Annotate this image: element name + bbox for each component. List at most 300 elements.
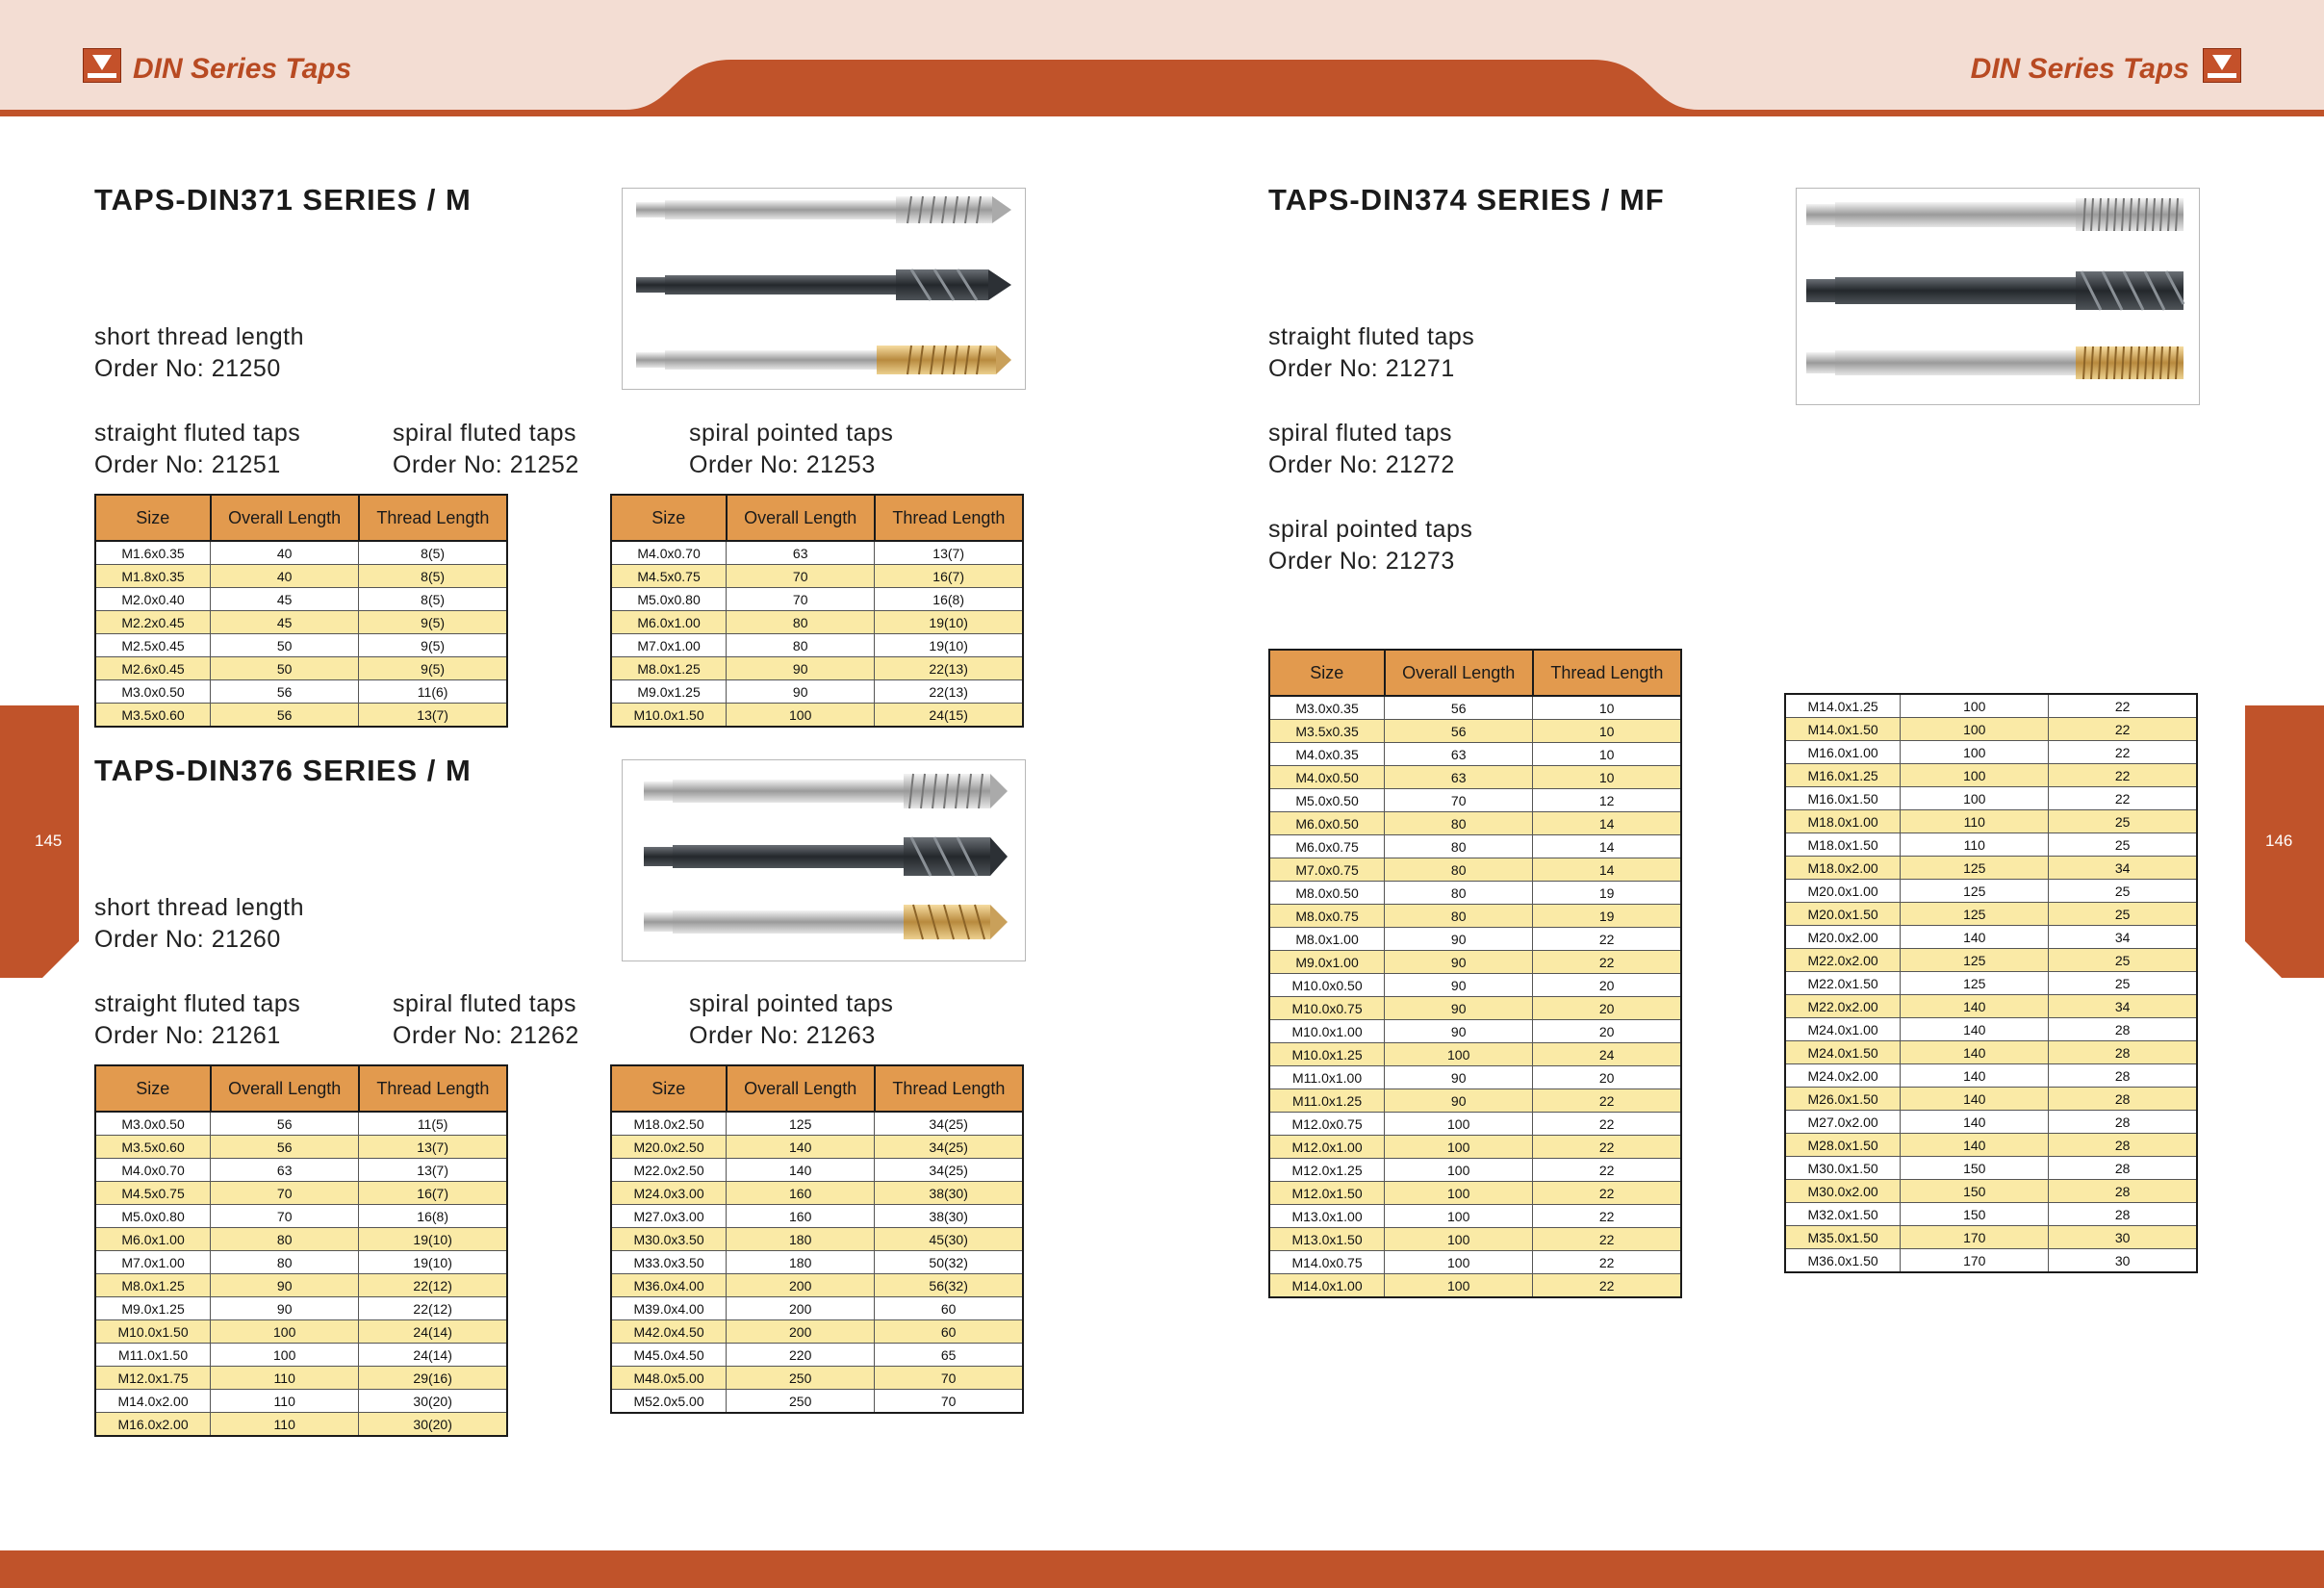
cell-overall-length: 90 <box>1385 974 1533 997</box>
cell-thread-length: 30(20) <box>359 1413 507 1437</box>
cell-size: M4.0x0.70 <box>611 541 727 565</box>
table-row <box>611 704 1023 728</box>
cell-thread-length: 22 <box>1533 1274 1681 1298</box>
cell-thread-length: 25 <box>2049 880 2197 903</box>
cell-size: M5.0x0.80 <box>611 588 727 611</box>
page-number-left: 145 <box>35 832 63 850</box>
cell-overall-length: 90 <box>1385 997 1533 1020</box>
table-row <box>1785 1134 2197 1157</box>
din371-variant-2-name: spiral fluted taps <box>393 420 577 447</box>
din376-product-image <box>622 759 1026 961</box>
din371-variant-3-order: Order No: 21253 <box>689 451 876 478</box>
cell-overall-length: 100 <box>211 1344 359 1367</box>
cell-overall-length: 90 <box>1385 1089 1533 1113</box>
table-row <box>611 1320 1023 1344</box>
table-row <box>1269 1159 1681 1182</box>
table-header-row <box>95 1065 507 1112</box>
din371-variant-1-order: Order No: 21251 <box>94 451 281 478</box>
table-row <box>1269 1228 1681 1251</box>
table-row <box>1269 696 1681 720</box>
cell-overall-length: 150 <box>1901 1203 2049 1226</box>
cell-size: M6.0x0.50 <box>1269 812 1385 835</box>
column-header-thread-length: Thread Length <box>1533 650 1681 696</box>
cell-thread-length: 28 <box>2049 1064 2197 1088</box>
cell-thread-length: 8(5) <box>359 541 507 565</box>
table-row <box>611 680 1023 704</box>
cell-overall-length: 110 <box>211 1367 359 1390</box>
page-number-right: 146 <box>2265 832 2293 850</box>
tap-silver-icon <box>1806 198 2184 231</box>
cell-size: M14.0x1.25 <box>1785 694 1901 718</box>
din376-desc: short thread length <box>94 894 304 921</box>
tap-gold-icon <box>1806 346 2184 379</box>
column-header-overall-length: Overall Length <box>211 1065 359 1112</box>
cell-size: M24.0x1.50 <box>1785 1041 1901 1064</box>
cell-overall-length: 70 <box>1385 789 1533 812</box>
cell-size: M8.0x0.75 <box>1269 905 1385 928</box>
cell-overall-length: 70 <box>727 588 875 611</box>
cell-overall-length: 100 <box>1901 764 2049 787</box>
din371-desc: short thread length <box>94 323 304 350</box>
cell-overall-length: 63 <box>727 541 875 565</box>
table-row <box>611 1390 1023 1414</box>
cell-thread-length: 22 <box>1533 928 1681 951</box>
cell-thread-length: 38(30) <box>875 1182 1023 1205</box>
cell-overall-length: 90 <box>727 680 875 704</box>
table-row <box>611 611 1023 634</box>
din376-variant-1-order: Order No: 21261 <box>94 1022 281 1049</box>
cell-thread-length: 16(8) <box>359 1205 507 1228</box>
table-row <box>95 588 507 611</box>
table-row <box>1269 743 1681 766</box>
din376-table-2 <box>610 1064 1024 1414</box>
cell-size: M39.0x4.00 <box>611 1297 727 1320</box>
table-row <box>1785 718 2197 741</box>
cell-size: M16.0x2.00 <box>95 1413 211 1437</box>
cell-thread-length: 22 <box>1533 1228 1681 1251</box>
cell-size: M13.0x1.50 <box>1269 1228 1385 1251</box>
cell-overall-length: 63 <box>1385 743 1533 766</box>
cell-size: M7.0x0.75 <box>1269 858 1385 882</box>
cell-thread-length: 10 <box>1533 743 1681 766</box>
footer-band <box>0 1550 2324 1588</box>
table-row <box>95 634 507 657</box>
table-row <box>1269 1205 1681 1228</box>
cell-thread-length: 10 <box>1533 720 1681 743</box>
table-row <box>1269 1113 1681 1136</box>
cell-overall-length: 125 <box>1901 949 2049 972</box>
table-row <box>1785 880 2197 903</box>
cell-overall-length: 125 <box>1901 857 2049 880</box>
cell-overall-length: 140 <box>1901 926 2049 949</box>
cell-thread-length: 34(25) <box>875 1136 1023 1159</box>
din376-title: TAPS-DIN376 SERIES / M <box>94 754 472 787</box>
cell-size: M18.0x2.00 <box>1785 857 1901 880</box>
cell-overall-length: 45 <box>211 588 359 611</box>
cell-overall-length: 100 <box>1901 718 2049 741</box>
cell-thread-length: 34 <box>2049 857 2197 880</box>
table-row <box>1785 833 2197 857</box>
din374-variant-2-name: spiral fluted taps <box>1268 420 1453 447</box>
cell-overall-length: 140 <box>1901 1134 2049 1157</box>
din374-variant-3-order: Order No: 21273 <box>1268 548 1455 575</box>
table-row <box>611 541 1023 565</box>
table-row <box>95 1159 507 1182</box>
cell-size: M10.0x1.50 <box>95 1320 211 1344</box>
table-row <box>1785 857 2197 880</box>
cell-thread-length: 13(7) <box>359 1136 507 1159</box>
cell-overall-length: 125 <box>1901 972 2049 995</box>
table-row <box>1269 812 1681 835</box>
column-header-thread-length: Thread Length <box>359 1065 507 1112</box>
cell-thread-length: 10 <box>1533 766 1681 789</box>
table-row <box>95 1367 507 1390</box>
cell-size: M12.0x0.75 <box>1269 1113 1385 1136</box>
cell-thread-length: 8(5) <box>359 588 507 611</box>
cell-thread-length: 16(7) <box>875 565 1023 588</box>
cell-thread-length: 38(30) <box>875 1205 1023 1228</box>
cell-thread-length: 60 <box>875 1320 1023 1344</box>
table-row <box>1269 1182 1681 1205</box>
cell-overall-length: 80 <box>1385 905 1533 928</box>
table-row <box>1785 741 2197 764</box>
table-row <box>1269 905 1681 928</box>
table-row <box>95 565 507 588</box>
cell-thread-length: 22 <box>2049 764 2197 787</box>
cell-size: M12.0x1.00 <box>1269 1136 1385 1159</box>
cell-thread-length: 25 <box>2049 903 2197 926</box>
cell-thread-length: 14 <box>1533 858 1681 882</box>
table-row <box>611 1205 1023 1228</box>
cell-size: M22.0x2.00 <box>1785 995 1901 1018</box>
cell-thread-length: 30 <box>2049 1226 2197 1249</box>
cell-overall-length: 100 <box>1385 1182 1533 1205</box>
cell-overall-length: 63 <box>1385 766 1533 789</box>
cell-size: M36.0x4.00 <box>611 1274 727 1297</box>
cell-overall-length: 90 <box>211 1274 359 1297</box>
cell-overall-length: 90 <box>211 1297 359 1320</box>
cell-overall-length: 110 <box>211 1390 359 1413</box>
cell-size: M10.0x0.75 <box>1269 997 1385 1020</box>
cell-overall-length: 150 <box>1901 1180 2049 1203</box>
table-row <box>1269 1274 1681 1298</box>
header-title-left: DIN Series Taps <box>133 53 352 85</box>
table-row <box>611 1228 1023 1251</box>
cell-thread-length: 22(12) <box>359 1274 507 1297</box>
cell-overall-length: 100 <box>1385 1043 1533 1066</box>
column-header-overall-length: Overall Length <box>727 1065 875 1112</box>
table-row <box>1269 789 1681 812</box>
cell-overall-length: 125 <box>727 1112 875 1136</box>
cell-overall-length: 100 <box>1385 1274 1533 1298</box>
cell-size: M12.0x1.25 <box>1269 1159 1385 1182</box>
table-row <box>95 1320 507 1344</box>
cell-size: M24.0x3.00 <box>611 1182 727 1205</box>
table-row <box>95 1251 507 1274</box>
table-row <box>1785 1157 2197 1180</box>
table-row <box>1785 926 2197 949</box>
cell-size: M2.6x0.45 <box>95 657 211 680</box>
table-row <box>611 1251 1023 1274</box>
tap-dark-spiral-icon <box>644 837 1008 876</box>
cell-thread-length: 19(10) <box>875 611 1023 634</box>
cell-thread-length: 19 <box>1533 882 1681 905</box>
cell-size: M16.0x1.50 <box>1785 787 1901 810</box>
cell-thread-length: 20 <box>1533 1066 1681 1089</box>
column-header-thread-length: Thread Length <box>875 1065 1023 1112</box>
din371-variant-3-name: spiral pointed taps <box>689 420 894 447</box>
cell-size: M9.0x1.25 <box>611 680 727 704</box>
cell-overall-length: 90 <box>1385 928 1533 951</box>
table-row <box>1269 1089 1681 1113</box>
table-row <box>1269 1066 1681 1089</box>
column-header-overall-length: Overall Length <box>1385 650 1533 696</box>
din374-product-image <box>1796 188 2200 405</box>
cell-overall-length: 150 <box>1901 1157 2049 1180</box>
din374-variant-2-order: Order No: 21272 <box>1268 451 1455 478</box>
din376-variant-1-name: straight fluted taps <box>94 990 301 1017</box>
cell-size: M36.0x1.50 <box>1785 1249 1901 1273</box>
table-row <box>95 1182 507 1205</box>
cell-thread-length: 70 <box>875 1390 1023 1414</box>
cell-thread-length: 22(13) <box>875 657 1023 680</box>
tap-silver-icon <box>636 196 1011 223</box>
cell-size: M3.0x0.50 <box>95 1112 211 1136</box>
table-row <box>611 634 1023 657</box>
cell-thread-length: 34 <box>2049 926 2197 949</box>
cell-overall-length: 80 <box>1385 812 1533 835</box>
cell-overall-length: 80 <box>727 634 875 657</box>
cell-thread-length: 22 <box>1533 1159 1681 1182</box>
cell-size: M10.0x0.50 <box>1269 974 1385 997</box>
cell-size: M4.5x0.75 <box>611 565 727 588</box>
cell-thread-length: 25 <box>2049 972 2197 995</box>
cell-overall-length: 56 <box>211 704 359 728</box>
cell-size: M2.0x0.40 <box>95 588 211 611</box>
cell-thread-length: 16(7) <box>359 1182 507 1205</box>
cell-thread-length: 12 <box>1533 789 1681 812</box>
cell-thread-length: 28 <box>2049 1018 2197 1041</box>
cell-overall-length: 50 <box>211 657 359 680</box>
table-row <box>1269 766 1681 789</box>
cell-size: M14.0x1.50 <box>1785 718 1901 741</box>
cell-size: M20.0x2.00 <box>1785 926 1901 949</box>
table-row <box>611 1159 1023 1182</box>
cell-thread-length: 19(10) <box>875 634 1023 657</box>
table-header-row <box>611 1065 1023 1112</box>
cell-thread-length: 24(14) <box>359 1320 507 1344</box>
din374-table-2 <box>1784 693 2198 1273</box>
cell-overall-length: 110 <box>1901 833 2049 857</box>
cell-overall-length: 220 <box>727 1344 875 1367</box>
cell-size: M10.0x1.00 <box>1269 1020 1385 1043</box>
cell-size: M9.0x1.25 <box>95 1297 211 1320</box>
table-row <box>95 1297 507 1320</box>
table-row <box>611 588 1023 611</box>
table-row <box>1269 1043 1681 1066</box>
cell-thread-length: 28 <box>2049 1203 2197 1226</box>
table-row <box>1785 694 2197 718</box>
cell-overall-length: 70 <box>211 1182 359 1205</box>
tap-gold-icon <box>636 346 1011 374</box>
cell-size: M14.0x1.00 <box>1269 1274 1385 1298</box>
cell-size: M26.0x1.50 <box>1785 1088 1901 1111</box>
table-row <box>95 704 507 728</box>
cell-size: M20.0x2.50 <box>611 1136 727 1159</box>
table-row <box>1785 972 2197 995</box>
cell-thread-length: 13(7) <box>359 704 507 728</box>
cell-size: M3.5x0.60 <box>95 1136 211 1159</box>
cell-size: M48.0x5.00 <box>611 1367 727 1390</box>
cell-size: M8.0x1.25 <box>95 1274 211 1297</box>
cell-thread-length: 34(25) <box>875 1159 1023 1182</box>
cell-thread-length: 28 <box>2049 1041 2197 1064</box>
din376-table-1 <box>94 1064 508 1437</box>
table-row <box>95 1344 507 1367</box>
column-header-thread-length: Thread Length <box>875 495 1023 541</box>
cell-size: M4.0x0.35 <box>1269 743 1385 766</box>
cell-size: M42.0x4.50 <box>611 1320 727 1344</box>
cell-size: M1.6x0.35 <box>95 541 211 565</box>
table-row <box>611 657 1023 680</box>
table-row <box>1785 1203 2197 1226</box>
cell-overall-length: 200 <box>727 1297 875 1320</box>
tap-dark-spiral-icon <box>636 269 1011 300</box>
cell-overall-length: 56 <box>211 1136 359 1159</box>
cell-size: M3.0x0.50 <box>95 680 211 704</box>
cell-size: M30.0x3.50 <box>611 1228 727 1251</box>
din371-table-2 <box>610 494 1024 728</box>
cell-thread-length: 19 <box>1533 905 1681 928</box>
cell-overall-length: 170 <box>1901 1226 2049 1249</box>
cell-size: M8.0x0.50 <box>1269 882 1385 905</box>
cell-overall-length: 250 <box>727 1367 875 1390</box>
table-row <box>1785 1180 2197 1203</box>
cell-thread-length: 25 <box>2049 949 2197 972</box>
tap-gold-icon <box>644 905 1008 939</box>
cell-size: M3.5x0.35 <box>1269 720 1385 743</box>
din376-variant-2-name: spiral fluted taps <box>393 990 577 1017</box>
cell-size: M20.0x1.00 <box>1785 880 1901 903</box>
cell-size: M33.0x3.50 <box>611 1251 727 1274</box>
table-row <box>1269 997 1681 1020</box>
cell-size: M22.0x2.50 <box>611 1159 727 1182</box>
table-row <box>611 1112 1023 1136</box>
cell-overall-length: 90 <box>1385 951 1533 974</box>
cell-thread-length: 22 <box>1533 1251 1681 1274</box>
cell-overall-length: 90 <box>727 657 875 680</box>
cell-overall-length: 100 <box>727 704 875 728</box>
cell-overall-length: 140 <box>1901 1111 2049 1134</box>
cell-thread-length: 60 <box>875 1297 1023 1320</box>
column-header-size: Size <box>1269 650 1385 696</box>
cell-thread-length: 70 <box>875 1367 1023 1390</box>
cell-overall-length: 140 <box>1901 995 2049 1018</box>
cell-overall-length: 200 <box>727 1320 875 1344</box>
column-header-size: Size <box>611 495 727 541</box>
cell-thread-length: 25 <box>2049 810 2197 833</box>
cell-size: M27.0x3.00 <box>611 1205 727 1228</box>
cell-thread-length: 22 <box>1533 1113 1681 1136</box>
din376-variant-3-order: Order No: 21263 <box>689 1022 876 1049</box>
cell-size: M52.0x5.00 <box>611 1390 727 1414</box>
cell-overall-length: 140 <box>1901 1064 2049 1088</box>
column-header-thread-length: Thread Length <box>359 495 507 541</box>
cell-size: M9.0x1.00 <box>1269 951 1385 974</box>
cell-thread-length: 28 <box>2049 1111 2197 1134</box>
cell-overall-length: 50 <box>211 634 359 657</box>
cell-size: M30.0x1.50 <box>1785 1157 1901 1180</box>
brand-logo-icon <box>83 48 121 83</box>
table-row <box>1785 1064 2197 1088</box>
din371-order: Order No: 21250 <box>94 355 281 382</box>
din376-variant-2-order: Order No: 21262 <box>393 1022 579 1049</box>
cell-overall-length: 40 <box>211 565 359 588</box>
cell-thread-length: 11(5) <box>359 1112 507 1136</box>
cell-size: M14.0x2.00 <box>95 1390 211 1413</box>
cell-overall-length: 63 <box>211 1159 359 1182</box>
cell-overall-length: 200 <box>727 1274 875 1297</box>
cell-size: M8.0x1.00 <box>1269 928 1385 951</box>
table-row <box>1269 858 1681 882</box>
cell-overall-length: 100 <box>1385 1113 1533 1136</box>
cell-thread-length: 28 <box>2049 1134 2197 1157</box>
cell-thread-length: 20 <box>1533 1020 1681 1043</box>
cell-size: M24.0x2.00 <box>1785 1064 1901 1088</box>
table-row <box>1269 1020 1681 1043</box>
cell-size: M5.0x0.80 <box>95 1205 211 1228</box>
cell-thread-length: 24(15) <box>875 704 1023 728</box>
column-header-overall-length: Overall Length <box>727 495 875 541</box>
table-row <box>95 657 507 680</box>
table-row <box>95 1274 507 1297</box>
table-row <box>95 1413 507 1437</box>
cell-thread-length: 22 <box>1533 1089 1681 1113</box>
cell-thread-length: 20 <box>1533 997 1681 1020</box>
cell-overall-length: 125 <box>1901 880 2049 903</box>
table-header-row <box>1269 650 1681 696</box>
cell-thread-length: 25 <box>2049 833 2197 857</box>
table-row <box>95 541 507 565</box>
cell-overall-length: 90 <box>1385 1066 1533 1089</box>
table-row <box>611 565 1023 588</box>
cell-thread-length: 24 <box>1533 1043 1681 1066</box>
cell-size: M28.0x1.50 <box>1785 1134 1901 1157</box>
cell-thread-length: 13(7) <box>359 1159 507 1182</box>
table-row <box>1785 1088 2197 1111</box>
tap-silver-icon <box>644 774 1008 808</box>
cell-overall-length: 90 <box>1385 1020 1533 1043</box>
cell-overall-length: 45 <box>211 611 359 634</box>
din371-title: TAPS-DIN371 SERIES / M <box>94 183 472 217</box>
cell-thread-length: 19(10) <box>359 1228 507 1251</box>
cell-thread-length: 28 <box>2049 1088 2197 1111</box>
cell-thread-length: 28 <box>2049 1157 2197 1180</box>
cell-size: M18.0x2.50 <box>611 1112 727 1136</box>
cell-size: M27.0x2.00 <box>1785 1111 1901 1134</box>
table-row <box>1785 1249 2197 1273</box>
table-row <box>611 1344 1023 1367</box>
cell-overall-length: 80 <box>727 611 875 634</box>
cell-overall-length: 80 <box>211 1251 359 1274</box>
cell-thread-length: 45(30) <box>875 1228 1023 1251</box>
cell-size: M5.0x0.50 <box>1269 789 1385 812</box>
cell-overall-length: 56 <box>1385 720 1533 743</box>
din376-order: Order No: 21260 <box>94 926 281 953</box>
table-row <box>611 1136 1023 1159</box>
table-row <box>95 1112 507 1136</box>
table-row <box>95 1228 507 1251</box>
